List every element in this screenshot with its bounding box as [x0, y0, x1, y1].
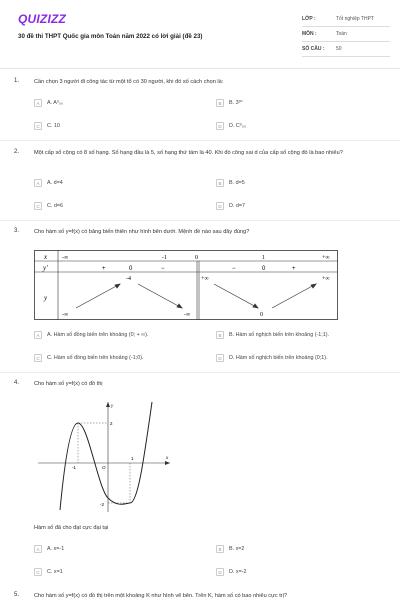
table-yprime-label: y'	[43, 264, 48, 272]
option-c[interactable]	[34, 353, 143, 363]
table-sign: 0	[129, 266, 133, 272]
graph-y-label: y	[111, 404, 114, 409]
meta-label: SỐ CÂU :	[302, 46, 325, 52]
option-text: C. Hàm số đồng biến trên khoảng (-1;0).	[47, 355, 144, 361]
table-x-value: +∞	[322, 255, 330, 261]
question-text: Cho hàm số y=f(x) có đồ thị	[34, 381, 103, 387]
meta-table	[302, 12, 390, 57]
table-x-value: -∞	[62, 255, 69, 261]
table-y-value: -∞	[62, 312, 69, 318]
option-d[interactable]	[216, 567, 247, 577]
option-text: C. d=6	[47, 203, 64, 209]
option-key: D	[216, 122, 224, 130]
graph-tick-x-right: 1	[131, 456, 134, 461]
option-key: C	[34, 568, 42, 576]
option-text: A. Hàm số đồng biến trên khoảng (0; + ∞).	[47, 332, 149, 338]
option-b[interactable]	[216, 330, 329, 340]
meta-label: LỚP :	[302, 16, 316, 22]
option-text: B. 3³⁰	[229, 100, 243, 106]
option-key: C	[34, 354, 42, 362]
option-text: B. Hàm số nghịch biến trên khoảng (-1;1).	[229, 332, 330, 338]
table-y-value: -∞	[184, 312, 191, 318]
meta-row-subject	[302, 27, 390, 42]
meta-value: 50	[336, 46, 342, 52]
option-text: A. d=4	[47, 180, 63, 186]
option-a[interactable]	[34, 178, 63, 188]
option-b[interactable]	[216, 178, 245, 188]
question-divider	[0, 372, 400, 373]
table-sign: −	[161, 266, 165, 272]
option-text: B. d=5	[229, 180, 245, 186]
graph-tick-x-left: -1	[72, 465, 77, 470]
option-key: D	[216, 354, 224, 362]
meta-value: Tốt nghiệp THPT	[336, 16, 374, 22]
option-key: B	[216, 331, 224, 339]
option-text: B. x=2	[229, 546, 245, 552]
meta-row-count	[302, 42, 390, 57]
question-number: 2.	[14, 149, 20, 155]
function-graph	[36, 398, 176, 516]
table-sign: −	[232, 266, 236, 272]
graph-origin-label: O	[102, 465, 106, 470]
option-text: C. x=1	[47, 569, 63, 575]
question-divider	[0, 220, 400, 221]
option-key: A	[34, 545, 42, 553]
option-d[interactable]	[216, 201, 245, 211]
question-number: 4.	[14, 380, 20, 386]
option-d[interactable]	[216, 353, 328, 363]
option-a[interactable]	[34, 330, 148, 340]
table-x-value: 0	[195, 255, 198, 261]
question-text: Cho hàm số y=f(x) có đồ thị trên một khoảng K như hình vẽ bên. Trên K, hàm số có bao nhiêu cực trị?	[34, 593, 287, 599]
option-text: D. C³₃₀	[229, 123, 247, 129]
table-y-label: y	[44, 294, 48, 302]
option-text: D. x=-2	[229, 569, 247, 575]
option-key: B	[216, 545, 224, 553]
question-text: Cần chọn 3 người đi công tác từ một tổ có 30 người, khi đó số cách chọn là:	[34, 79, 224, 85]
variation-table	[34, 250, 338, 320]
graph-x-label: x	[166, 456, 169, 461]
table-y-value: -4	[126, 276, 131, 282]
graph-tick-y-bottom: -2	[100, 502, 105, 507]
question-number: 5.	[14, 592, 20, 598]
question-number: 3.	[14, 228, 20, 234]
option-a[interactable]	[34, 98, 63, 108]
meta-label: MÔN :	[302, 31, 317, 37]
option-key: D	[216, 568, 224, 576]
option-c[interactable]	[34, 201, 63, 211]
option-text: C. 10	[47, 123, 60, 129]
option-key: D	[216, 202, 224, 210]
option-text: A. A³₃₀	[47, 100, 64, 106]
table-x-value: 1	[262, 255, 265, 261]
option-a[interactable]	[34, 544, 64, 554]
table-y-value: +∞	[201, 276, 209, 282]
option-key: A	[34, 331, 42, 339]
quizizz-logo: QUIZIZZ	[18, 12, 67, 26]
meta-value: Toán	[336, 31, 347, 37]
table-y-value: +∞	[322, 276, 330, 282]
meta-row-class	[302, 12, 390, 27]
option-key: A	[34, 179, 42, 187]
option-key: B	[216, 99, 224, 107]
option-text: D. d=7	[229, 203, 246, 209]
table-y-value: 0	[260, 312, 263, 318]
option-c[interactable]	[34, 567, 63, 577]
option-b[interactable]	[216, 98, 243, 108]
question-text: Một cấp số cộng có 8 số hạng. Số hạng đầu là 5, số hạng thứ tám là 40. Khi đó công sai d của cấp số cộng đó là bao nhiêu?	[34, 150, 343, 156]
table-x-value: -1	[162, 255, 167, 261]
page-header	[0, 0, 400, 66]
page-title: 30 đề thi THPT Quốc gia môn Toán năm 2022 có lời giải (đề 23)	[18, 33, 203, 40]
table-sign: +	[292, 266, 296, 272]
question-text: Cho hàm số y=f(x) có bảng biến thiên như hình bên dưới. Mệnh đề nào sau đây đúng?	[34, 229, 250, 235]
table-x-label: x	[44, 253, 48, 261]
option-key: C	[34, 202, 42, 210]
option-d[interactable]	[216, 121, 246, 131]
option-text: A. x=-1	[47, 546, 65, 552]
question-prompt: Hàm số đã cho đạt cực đại tại	[34, 525, 109, 531]
option-text: D. Hàm số nghịch biến trên khoảng (0;1).	[229, 355, 328, 361]
option-key: B	[216, 179, 224, 187]
header-divider	[0, 68, 400, 69]
question-divider	[0, 140, 400, 141]
option-key: C	[34, 122, 42, 130]
graph-tick-y-top: 2	[110, 421, 113, 426]
table-sign: 0	[262, 266, 266, 272]
question-number: 1.	[14, 78, 20, 84]
option-c[interactable]	[34, 121, 60, 131]
option-b[interactable]	[216, 544, 244, 554]
table-sign: +	[102, 266, 106, 272]
option-key: A	[34, 99, 42, 107]
